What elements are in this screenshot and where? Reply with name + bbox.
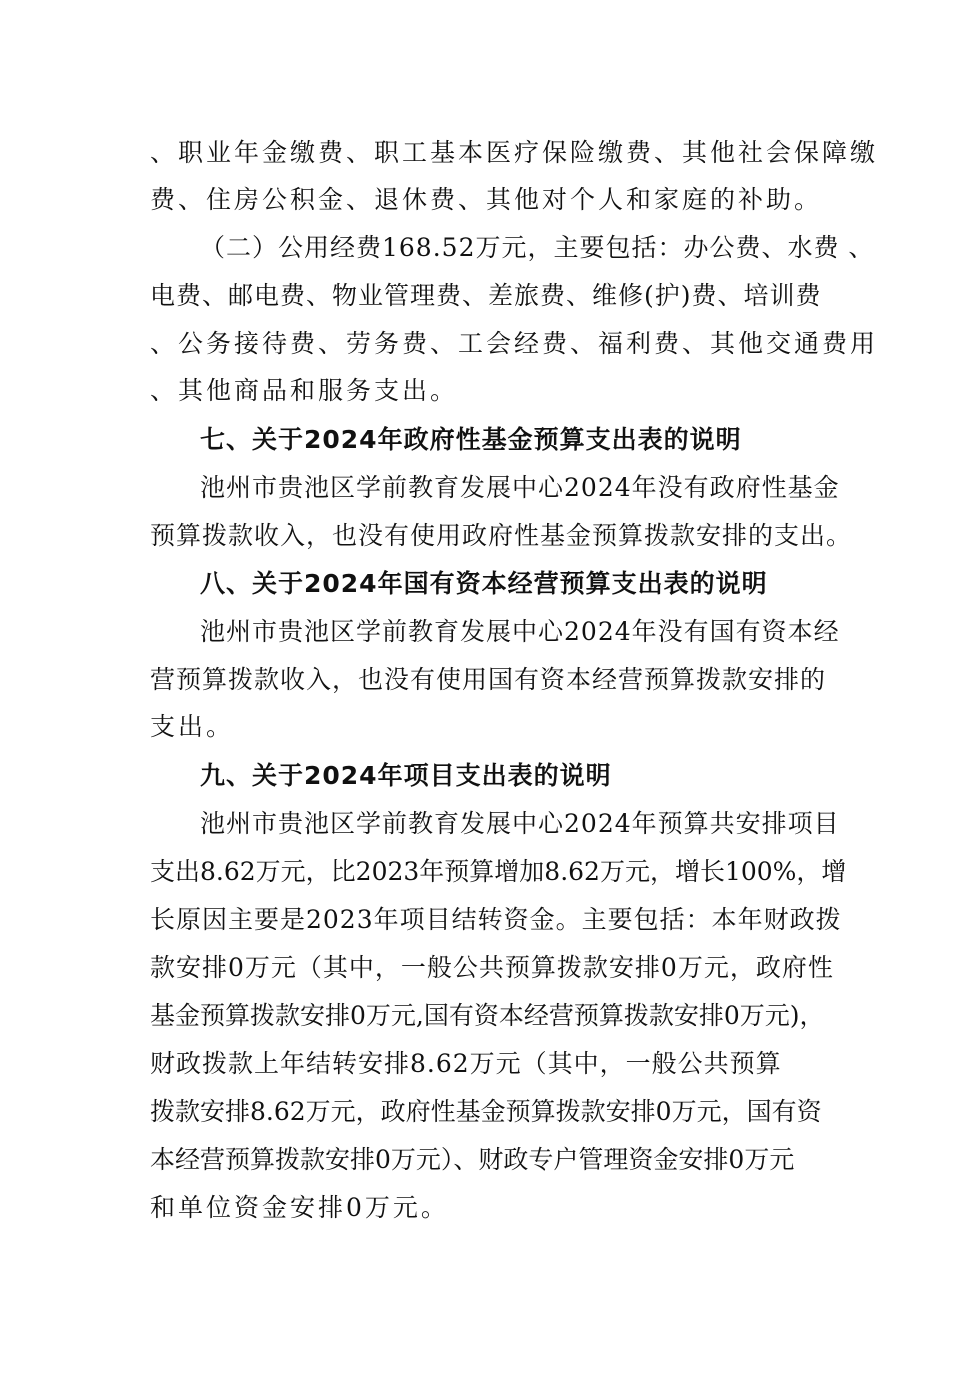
text-line: 和单位资金安排0万元。	[150, 1193, 449, 1222]
text-line: 池州市贵池区学前教育发展中心2024年没有政府性基金	[200, 473, 840, 502]
text-line: 本经营预算拨款安排0万元）、财政专户管理资金安排0万元	[150, 1145, 795, 1174]
text-line: 电费、邮电费、物业管理费、差旅费、维修(护)费、培训费	[150, 281, 822, 310]
text-line: 、职业年金缴费、职工基本医疗保险缴费、其他社会保障缴	[150, 138, 879, 167]
text-line: 费、住房公积金、退休费、其他对个人和家庭的补助。	[150, 185, 823, 214]
text-line: 、公务接待费、劳务费、工会经费、福利费、其他交通费用	[150, 329, 879, 358]
text-line: 、其他商品和服务支出。	[150, 376, 459, 405]
section-heading-9: 九、关于2024年项目支出表的说明	[200, 761, 612, 790]
text-line: 支出。	[150, 712, 235, 741]
section-heading-7: 七、关于2024年政府性基金预算支出表的说明	[200, 425, 742, 454]
text-line: 支出8.62万元，比2023年预算增加8.62万元，增长100%，增	[150, 857, 847, 886]
text-line: 款安排0万元（其中，一般公共预算拨款安排0万元，政府性	[150, 953, 834, 982]
text-line: 基金预算拨款安排0万元,国有资本经营预算拨款安排0万元)，	[150, 1001, 825, 1030]
text-line: 预算拨款收入，也没有使用政府性基金预算拨款安排的支出。	[150, 521, 853, 550]
text-line: 池州市贵池区学前教育发展中心2024年没有国有资本经	[200, 617, 840, 646]
text-line: 长原因主要是2023年项目结转资金。主要包括：本年财政拨	[150, 905, 842, 934]
text-line: 营预算拨款收入，也没有使用国有资本经营预算拨款安排的	[150, 665, 827, 694]
text-line: （二）公用经费168.52万元，主要包括：办公费、水费 、	[200, 233, 875, 262]
section-heading-8: 八、关于2024年国有资本经营预算支出表的说明	[200, 569, 768, 598]
text-line: 池州市贵池区学前教育发展中心2024年预算共安排项目	[200, 809, 840, 838]
text-line: 拨款安排8.62万元，政府性基金预算拨款安排0万元，国有资	[150, 1097, 822, 1126]
text-line: 财政拨款上年结转安排8.62万元（其中，一般公共预算	[150, 1049, 782, 1078]
